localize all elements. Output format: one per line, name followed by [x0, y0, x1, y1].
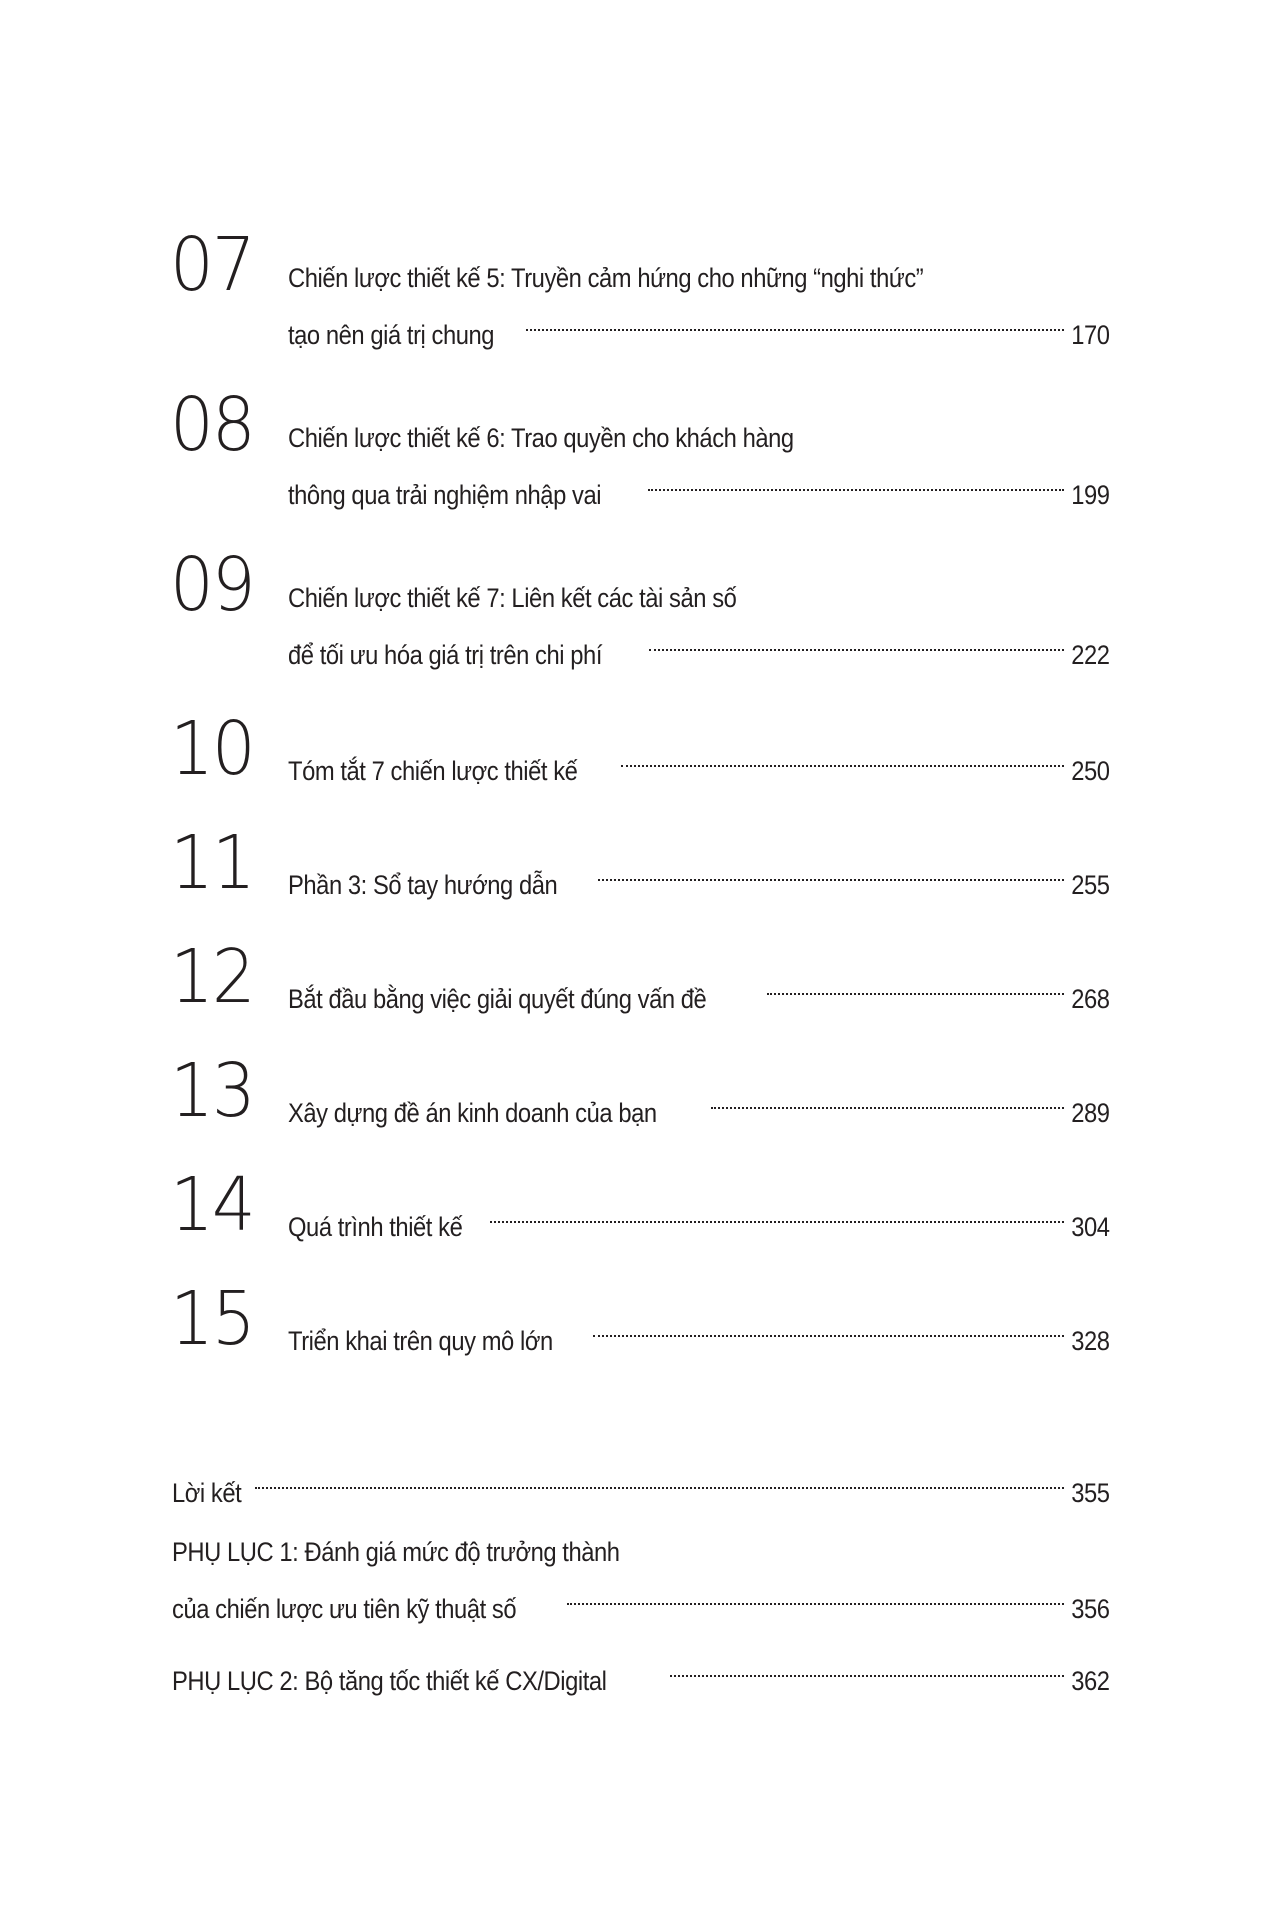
chapter-title: Phần 3: Sổ tay hướng dẫn [288, 870, 558, 900]
chapter-number: 09 [170, 542, 254, 628]
back-entry-title: Lời kết [172, 1478, 242, 1508]
dot-leader [767, 964, 1066, 1008]
page-number: 170 [1071, 320, 1110, 350]
page-number: 199 [1071, 480, 1110, 510]
dot-leader [649, 620, 1067, 664]
page-number: 222 [1071, 640, 1110, 670]
page-number: 289 [1071, 1098, 1110, 1128]
dot-leader [593, 1306, 1067, 1350]
chapter-entry[interactable] [288, 850, 1110, 900]
dot-leader [711, 1078, 1067, 1122]
chapter-entry[interactable] [288, 576, 1110, 670]
chapter-title-line: Chiến lược thiết kế 5: Truyền cảm hứng cho những “nghi thức” [288, 263, 924, 293]
back-entry-title: PHỤ LỤC 2: Bộ tăng tốc thiết kế CX/Digital [172, 1666, 607, 1696]
chapter-title-leader [288, 850, 1110, 900]
chapter-entry[interactable] [288, 1078, 1110, 1128]
dot-leader [567, 1574, 1066, 1618]
chapter-entry[interactable] [288, 736, 1110, 786]
chapter-title: Quá trình thiết kế [288, 1212, 463, 1242]
chapter-title-leader [288, 736, 1110, 786]
chapter-title-leader [288, 460, 1110, 510]
dot-leader [648, 460, 1067, 504]
chapter-entry[interactable] [288, 1192, 1110, 1242]
back-entry-leader [172, 1458, 1110, 1508]
chapter-title: Triển khai trên quy mô lớn [288, 1326, 553, 1356]
toc-back-entry[interactable] [172, 1646, 1110, 1696]
chapter-number: 10 [170, 706, 254, 792]
back-entry-leader [172, 1646, 1110, 1696]
page-number: 355 [1071, 1478, 1110, 1508]
chapter-number: 07 [170, 222, 254, 308]
page-number: 255 [1071, 870, 1110, 900]
chapter-title: Bắt đầu bằng việc giải quyết đúng vấn đề [288, 984, 707, 1014]
chapter-entry[interactable] [288, 256, 1110, 350]
chapter-entry[interactable] [288, 1306, 1110, 1356]
dot-leader [490, 1192, 1066, 1236]
page-number: 362 [1071, 1666, 1110, 1696]
back-entry-leader [172, 1574, 1110, 1624]
back-entry-title-last-line: của chiến lược ưu tiên kỹ thuật số [172, 1594, 517, 1624]
page-number: 356 [1071, 1594, 1110, 1624]
back-entry-title-line: PHỤ LỤC 1: Đánh giá mức độ trưởng thành [172, 1537, 620, 1567]
page-number: 304 [1071, 1212, 1110, 1242]
chapter-title-leader [288, 1306, 1110, 1356]
chapter-number: 11 [170, 820, 254, 906]
page-number: 328 [1071, 1326, 1110, 1356]
dot-leader [598, 850, 1066, 894]
dot-leader [526, 300, 1066, 344]
chapter-title-last-line: để tối ưu hóa giá trị trên chi phí [288, 640, 602, 670]
dot-leader [670, 1646, 1067, 1690]
chapter-title-last-line: tạo nên giá trị chung [288, 320, 495, 350]
chapter-title-last-line: thông qua trải nghiệm nhập vai [288, 480, 602, 510]
page-number: 250 [1071, 756, 1110, 786]
chapter-number: 14 [170, 1162, 254, 1248]
chapter-number: 15 [170, 1276, 254, 1362]
dot-leader [255, 1458, 1067, 1502]
page-number: 268 [1071, 984, 1110, 1014]
toc-back-entry[interactable] [172, 1530, 1110, 1624]
chapter-number: 12 [170, 934, 254, 1020]
chapter-title: Xây dựng đề án kinh doanh của bạn [288, 1098, 657, 1128]
dot-leader [621, 736, 1067, 780]
chapter-title-line: Chiến lược thiết kế 7: Liên kết các tài sản số [288, 583, 737, 613]
chapter-title-leader [288, 1192, 1110, 1242]
chapter-title-leader [288, 964, 1110, 1014]
chapter-title-leader [288, 300, 1110, 350]
chapter-number: 13 [170, 1048, 254, 1134]
chapter-entry[interactable] [288, 964, 1110, 1014]
chapter-title-leader [288, 620, 1110, 670]
chapter-title-leader [288, 1078, 1110, 1128]
chapter-title: Tóm tắt 7 chiến lược thiết kế [288, 756, 578, 786]
chapter-number: 08 [170, 382, 254, 468]
toc-back-entry[interactable] [172, 1458, 1110, 1508]
chapter-title-line: Chiến lược thiết kế 6: Trao quyền cho khách hàng [288, 423, 794, 453]
chapter-entry[interactable] [288, 416, 1110, 510]
